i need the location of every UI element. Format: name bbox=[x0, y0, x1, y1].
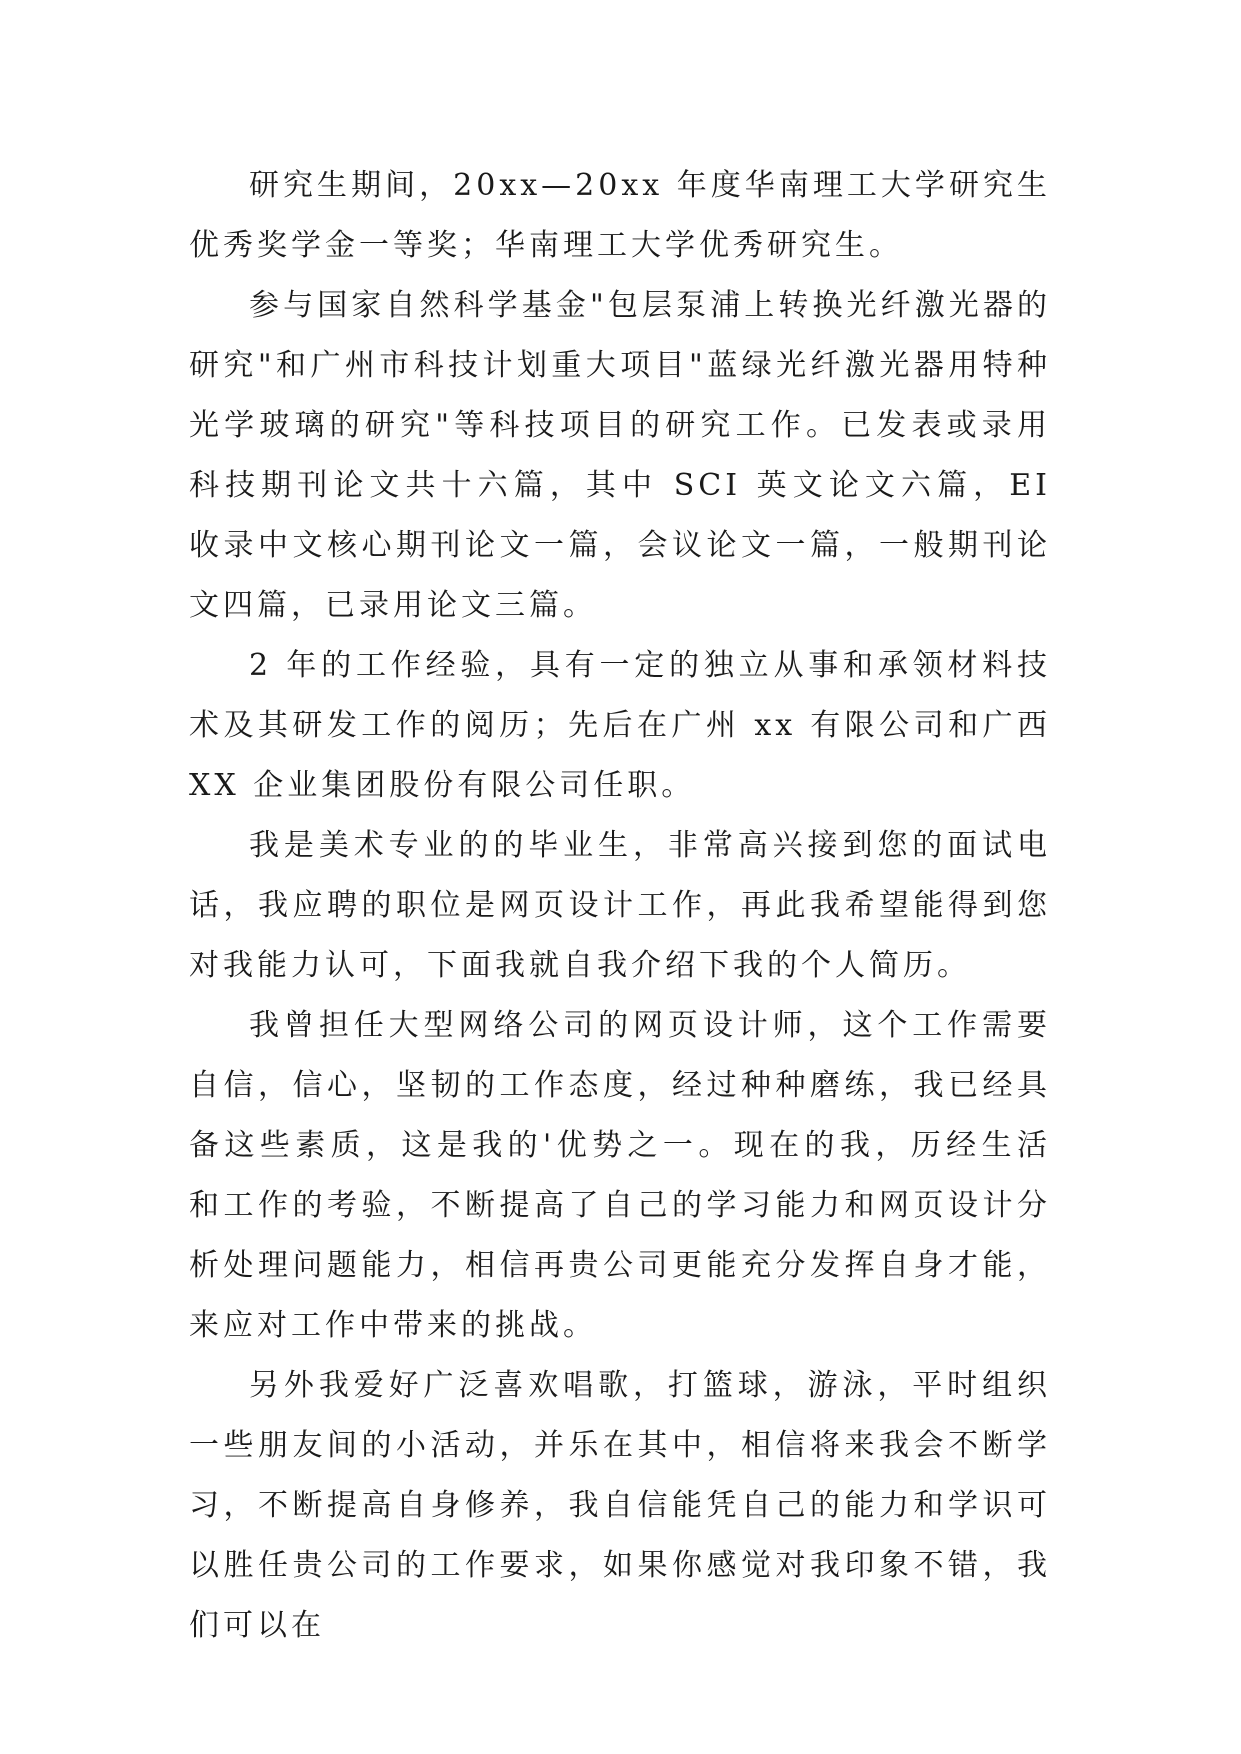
paragraph-awards: 研究生期间，20xx—20xx 年度华南理工大学研究生优秀奖学金一等奖；华南理工大学优秀研究生。 bbox=[189, 168, 1051, 263]
paragraph-experience: 2 年的工作经验，具有一定的独立从事和承领材料技术及其研发工作的阅历；先后在广州 xx 有限公司和广西 XX 企业集团股份有限公司任职。 bbox=[189, 648, 1051, 803]
document-body bbox=[189, 156, 1051, 1656]
paragraph-strengths: 我曾担任大型网络公司的网页设计师，这个工作需要自信，信心，坚韧的工作态度，经过种种磨练，我已经具备这些素质，这是我的'优势之一。现在的我，历经生活和工作的考验，不断提高了自己的学习能力和网页设计分析处理问题能力，相信再贵公司更能充分发挥自身才能，来应对工作中带来的挑战。 bbox=[189, 1008, 1051, 1343]
paragraph-hobbies: 另外我爱好广泛喜欢唱歌，打篮球，游泳，平时组织一些朋友间的小活动，并乐在其中，相信将来我会不断学习，不断提高自身修养，我自信能凭自己的能力和学识可以胜任贵公司的工作要求，如果你感觉对我印象不错，我们可以在 bbox=[189, 1368, 1051, 1643]
paragraph-research: 参与国家自然科学基金"包层泵浦上转换光纤激光器的研究"和广州市科技计划重大项目"蓝绿光纤激光器用特种光学玻璃的研究"等科技项目的研究工作。已发表或录用科技期刊论文共十六篇，其中 SCI 英文论文六篇，EI 收录中文核心期刊论文一篇，会议论文一篇，一般期刊论文四篇，已录用论文三篇。 bbox=[189, 288, 1051, 623]
paragraph-introduction: 我是美术专业的的毕业生，非常高兴接到您的面试电话，我应聘的职位是网页设计工作，再此我希望能得到您对我能力认可，下面我就自我介绍下我的个人简历。 bbox=[189, 828, 1051, 983]
